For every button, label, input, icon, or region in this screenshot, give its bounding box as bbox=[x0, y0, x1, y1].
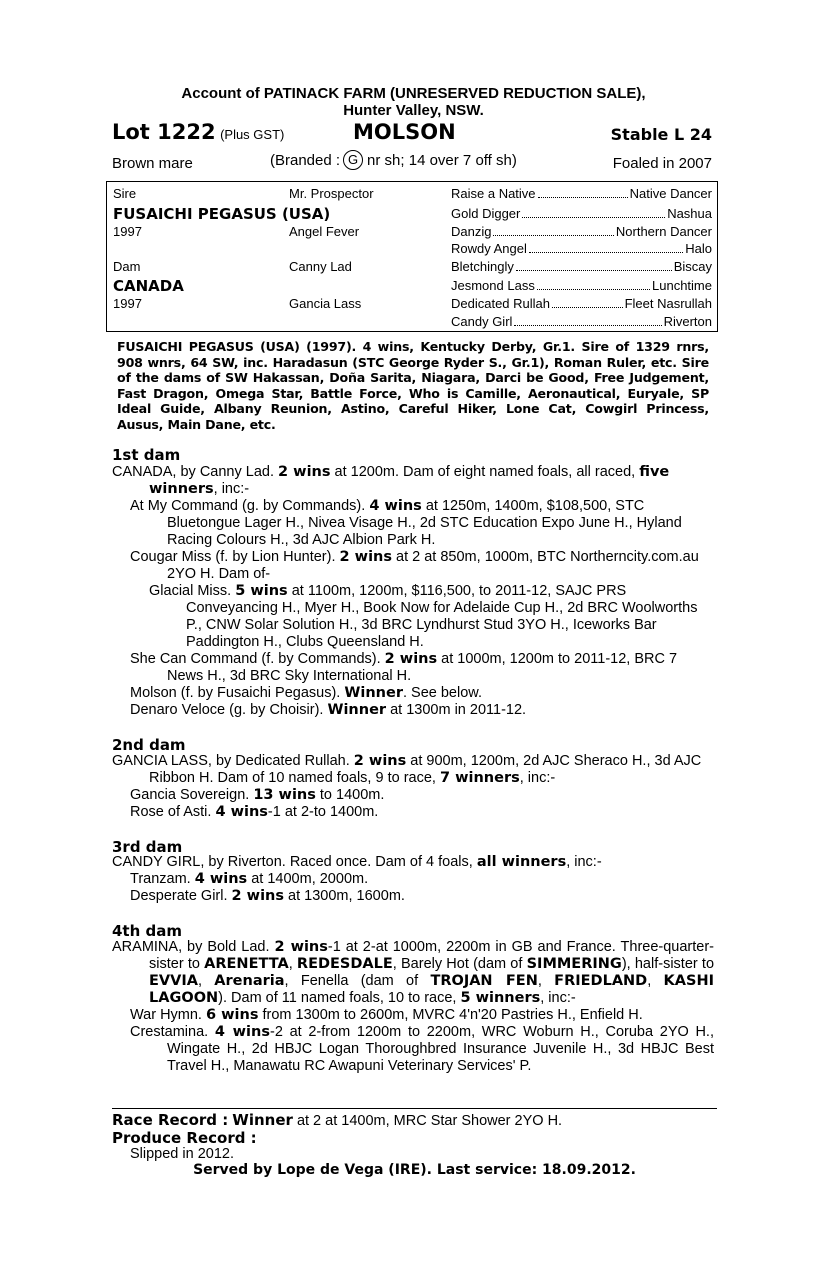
third-dam-body: CANDY GIRL, by Riverton. Raced once. Dam of 4 foals, all winners, inc:- Tranzam. 4 wins at 1400m, 2000m. Desperate Girl. 2 wins at 1300m, 1600m. bbox=[112, 854, 602, 904]
sire-year: 1997 bbox=[113, 224, 142, 239]
dam-year: 1997 bbox=[113, 296, 142, 311]
sire-sire: Mr. Prospector bbox=[289, 186, 374, 201]
pedigree-ancestor-row: Candy Girl Riverton bbox=[451, 314, 712, 329]
sire-summary: FUSAICHI PEGASUS (USA) (1997). 4 wins, Kentucky Derby, Gr.1. Sire of 1329 rnrs, 908 wnrs, 64 SW, inc. Haradasun (STC George Ryder S., Gr.1), Roman Ruler, etc. Sire of the dams of SW Hakassan, Doña Sarita, Niagara, Darci be Good, Free Judgement, Fast Dragon, Omega Star, Battle Force, Who is Camille, Aeronautical, Euryale, SP Ideal Guide, Albany Reunion, Astino, Careful Hiker, Lone Cat, Cowgirl Princess, Ausus, Main Dane, etc. bbox=[117, 339, 709, 432]
brand-info bbox=[270, 150, 517, 170]
produce-record-text: Slipped in 2012. bbox=[130, 1146, 234, 1162]
lot-number: Lot 1222 bbox=[112, 120, 216, 144]
fourth-dam-body: ARAMINA, by Bold Lad. 2 wins-1 at 2-at 1000m, 2200m in GB and France. Three-quarter-sister to ARENETTA, REDESDALE, Barely Hot (dam of SIMMERING), half-sister to EVVIA, Arenaria, Fenella (dam of TROJAN FEN, FRIEDLAND, KASHI LAGOON). Dam of 11 named foals, 10 to race, 5 winners, inc:- War Hymn. 6 wins from 1300m to 2600m, MVRC 4'n'20 Pastries H., Enfield H. Crestamina. 4 wins-2 at 2-from 1200m to 2200m, WRC Woburn H., Coruba 2YO H., Wingate H., 2d HBJC Logan Thoroughbred Insurance Juvenile H., 3d HBJC Best Travel H., Manawatu RC Awapuni Veterinary Services' P. bbox=[112, 939, 715, 1074]
dam-label: Dam bbox=[113, 259, 141, 274]
account-line-2: Hunter Valley, NSW. bbox=[343, 102, 484, 119]
second-dam-heading: 2nd dam bbox=[112, 736, 186, 754]
horse-description: Brown mare bbox=[112, 155, 193, 172]
horse-name: MOLSON bbox=[353, 120, 456, 144]
dam-sire: Canny Lad bbox=[289, 259, 352, 274]
pedigree-ancestor-row: Danzig Northern Dancer bbox=[451, 224, 712, 239]
pedigree-ancestor-row: Rowdy Angel Halo bbox=[451, 241, 712, 256]
second-dam-body: GANCIA LASS, by Dedicated Rullah. 2 wins at 900m, 1200m, 2d AJC Sheraco H., 3d AJC Ribbon H. Dam of 10 named foals, 9 to race, 7 winners, inc:- Gancia Sovereign. 13 wins to 1400m. Rose of Asti. 4 wins-1 at 2-to 1400m. bbox=[112, 753, 702, 820]
brand-prefix: (Branded : bbox=[270, 151, 341, 169]
footer-divider bbox=[112, 1108, 717, 1109]
dam-name: CANADA bbox=[113, 277, 184, 295]
pedigree-ancestor-row: Gold Digger Nashua bbox=[451, 206, 712, 221]
foaled-year: Foaled in 2007 bbox=[612, 155, 712, 172]
service-details: Served by Lope de Vega (IRE). Last service: 18.09.2012. bbox=[193, 1162, 636, 1178]
sire-name: FUSAICHI PEGASUS (USA) bbox=[113, 205, 331, 223]
sire-dam: Angel Fever bbox=[289, 224, 360, 239]
pedigree-ancestor-row: Raise a Native Native Dancer bbox=[451, 186, 712, 201]
brand-symbol-icon: G bbox=[343, 150, 363, 170]
dam-dam: Gancia Lass bbox=[289, 296, 362, 311]
brand-suffix: nr sh; 14 over 7 off sh) bbox=[367, 151, 517, 169]
sire-label: Sire bbox=[113, 186, 137, 201]
pedigree-ancestor-row: Bletchingly Biscay bbox=[451, 259, 712, 274]
first-dam-body: CANADA, by Canny Lad. 2 wins at 1200m. Dam of eight named foals, all raced, five winners, inc:- At My Command (g. by Commands). 4 wins at 1250m, 1400m, $108,500, STC Bluetongue Lager H., Nivea Visage H., 2d STC Education Expo June H., Hyland Racing Colours H., 3d AJC Albion Park H. Cougar Miss (f. by Lion Hunter). 2 wins at 2 at 850m, 1000m, BTC Northerncity.com.au 2YO H. Dam of- Glacial Miss. 5 wins at 1100m, 1200m, $116,500, to 2011-12, SAJC PRS Conveyancing H., Myer H., Book Now for Adelaide Cup H., 2d BRC Woolworths P., CNW Solar Solution H., 3d BRC Lyndhurst Stud 3YO H., Iceworks Bar Paddington H., Clubs Queensland H. She Can Command (f. by Commands). 2 wins at 1000m, 1200m to 2011-12, BRC 7 News H., 3d BRC Sky International H. Molson (f. by Fusaichi Pegasus). Winner. See below. Denaro Veloce (g. by Choisir). Winner at 1300m in 2011-12. bbox=[112, 464, 699, 718]
account-line-1: Account of PATINACK FARM (UNRESERVED REDUCTION SALE), bbox=[181, 85, 646, 102]
plus-gst: (Plus GST) bbox=[220, 127, 285, 142]
third-dam-heading: 3rd dam bbox=[112, 838, 183, 856]
produce-record-label: Produce Record : bbox=[112, 1129, 257, 1147]
fourth-dam-heading: 4th dam bbox=[112, 922, 182, 940]
stable-number: Stable L 24 bbox=[610, 125, 712, 144]
race-record: Race Record : Winner at 2 at 1400m, MRC Star Shower 2YO H. bbox=[112, 1111, 563, 1129]
pedigree-ancestor-row: Dedicated Rullah Fleet Nasrullah bbox=[451, 296, 712, 311]
first-dam-heading: 1st dam bbox=[112, 446, 181, 464]
lot-number-block bbox=[112, 120, 284, 144]
pedigree-ancestor-row: Jesmond Lass Lunchtime bbox=[451, 278, 712, 293]
